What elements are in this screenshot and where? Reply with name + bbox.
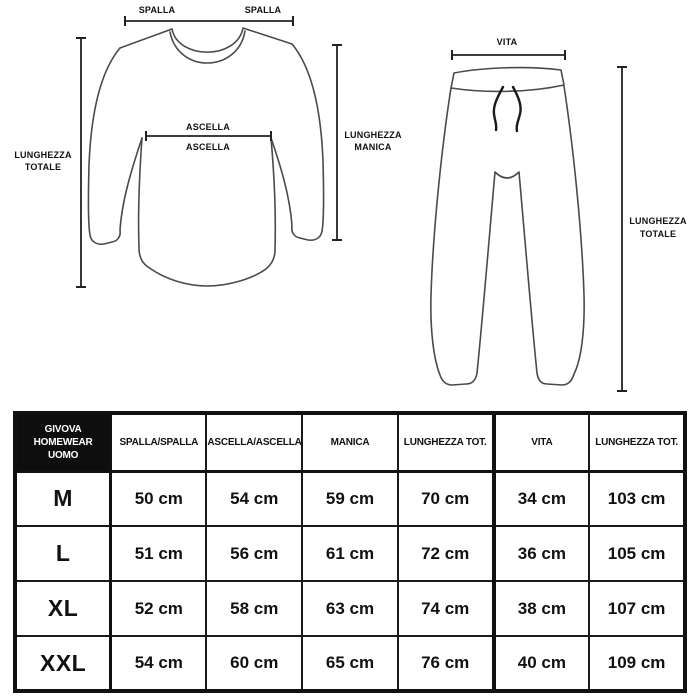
column-header-vita: VITA [494, 413, 590, 471]
cell-xxl-lunghezza-tot-shirt: 76 cm [398, 636, 494, 691]
cell-xxl-lunghezza-tot-pants: 109 cm [589, 636, 685, 691]
shirt-lunghezza-totale-measure-line [76, 38, 86, 287]
shirt-collar-band [170, 31, 245, 63]
column-header-ascella: ASCELLA/ASCELLA [206, 413, 302, 471]
pants-drawstring-left [494, 87, 503, 130]
cell-l-manica: 61 cm [302, 526, 398, 581]
table-header-row [15, 413, 685, 471]
corner-header-line1: GIVOVA [44, 423, 82, 435]
cell-xl-vita: 38 cm [494, 581, 590, 636]
shirt-lunghezza-totale-label-line1: LUNGHEZZA [14, 150, 72, 160]
shirt-ascella-bottom-label: ASCELLA [186, 142, 230, 152]
cell-xxl-manica: 65 cm [302, 636, 398, 691]
size-label-xxl: XXL [15, 636, 111, 691]
pants-drawstring-right [513, 87, 521, 131]
cell-m-lunghezza-tot-pants: 103 cm [589, 471, 685, 526]
cell-xxl-spalla: 54 cm [111, 636, 207, 691]
pants-waistband [451, 68, 564, 92]
column-header-manica: MANICA [302, 413, 398, 471]
cell-m-manica: 59 cm [302, 471, 398, 526]
shirt-shoulder-collar-outline [120, 28, 292, 52]
cell-m-ascella: 54 cm [206, 471, 302, 526]
table-row-l [15, 526, 685, 581]
cell-l-spalla: 51 cm [111, 526, 207, 581]
cell-m-vita: 34 cm [494, 471, 590, 526]
column-header-lunghezza-tot-pants: LUNGHEZZA TOT. [589, 413, 685, 471]
cell-xl-manica: 63 cm [302, 581, 398, 636]
corner-header-line3: UOMO [47, 449, 79, 461]
size-table [13, 411, 687, 691]
shirt-lunghezza-totale-label-line2: TOTALE [24, 162, 62, 172]
cell-l-vita: 36 cm [494, 526, 590, 581]
cell-l-lunghezza-tot-shirt: 72 cm [398, 526, 494, 581]
cell-l-lunghezza-tot-pants: 105 cm [589, 526, 685, 581]
shirt-spalla-left-label: SPALLA [138, 5, 176, 15]
corner-header-line2: HOMEWEAR [33, 436, 93, 448]
pants-legs-outline [431, 86, 584, 385]
shirt-left-sleeve [88, 48, 142, 244]
shirt-right-sleeve [271, 44, 324, 240]
cell-xl-spalla: 52 cm [111, 581, 207, 636]
table-row-xxl [15, 636, 685, 691]
cell-m-spalla: 50 cm [111, 471, 207, 526]
corner-header-cell [15, 413, 111, 471]
lunghezza-manica-label-line1: LUNGHEZZA [344, 130, 402, 140]
table-row-xl [15, 581, 685, 636]
cell-xl-lunghezza-tot-shirt: 74 cm [398, 581, 494, 636]
vita-measure-line [452, 50, 565, 60]
sweatshirt-diagram [14, 5, 402, 287]
size-table-grid [13, 411, 687, 693]
lunghezza-manica-label-line2: MANICA [354, 142, 392, 152]
table-row-m [15, 471, 685, 526]
shirt-ascella-top-label: ASCELLA [186, 122, 230, 132]
shirt-spalla-right-label: SPALLA [244, 5, 282, 15]
column-header-lunghezza-tot-shirt: LUNGHEZZA TOT. [398, 413, 494, 471]
cell-xl-lunghezza-tot-pants: 107 cm [589, 581, 685, 636]
pants-vita-label: VITA [496, 37, 518, 47]
pants-lunghezza-totale-label-line1: LUNGHEZZA [629, 216, 687, 226]
size-label-xl: XL [15, 581, 111, 636]
pants-lunghezza-totale-label-line2: TOTALE [639, 229, 677, 239]
lunghezza-manica-measure-line [332, 45, 342, 240]
cell-l-ascella: 56 cm [206, 526, 302, 581]
pants-diagram [431, 37, 687, 391]
cell-xl-ascella: 58 cm [206, 581, 302, 636]
cell-xxl-vita: 40 cm [494, 636, 590, 691]
cell-m-lunghezza-tot-shirt: 70 cm [398, 471, 494, 526]
shirt-body-outline [139, 138, 276, 286]
cell-xxl-ascella: 60 cm [206, 636, 302, 691]
ascella-measure-line [146, 131, 271, 141]
spalla-measure-line [125, 16, 293, 26]
column-header-spalla: SPALLA/SPALLA [111, 413, 207, 471]
size-label-m: M [15, 471, 111, 526]
size-label-l: L [15, 526, 111, 581]
pants-lunghezza-totale-measure-line [617, 67, 627, 391]
